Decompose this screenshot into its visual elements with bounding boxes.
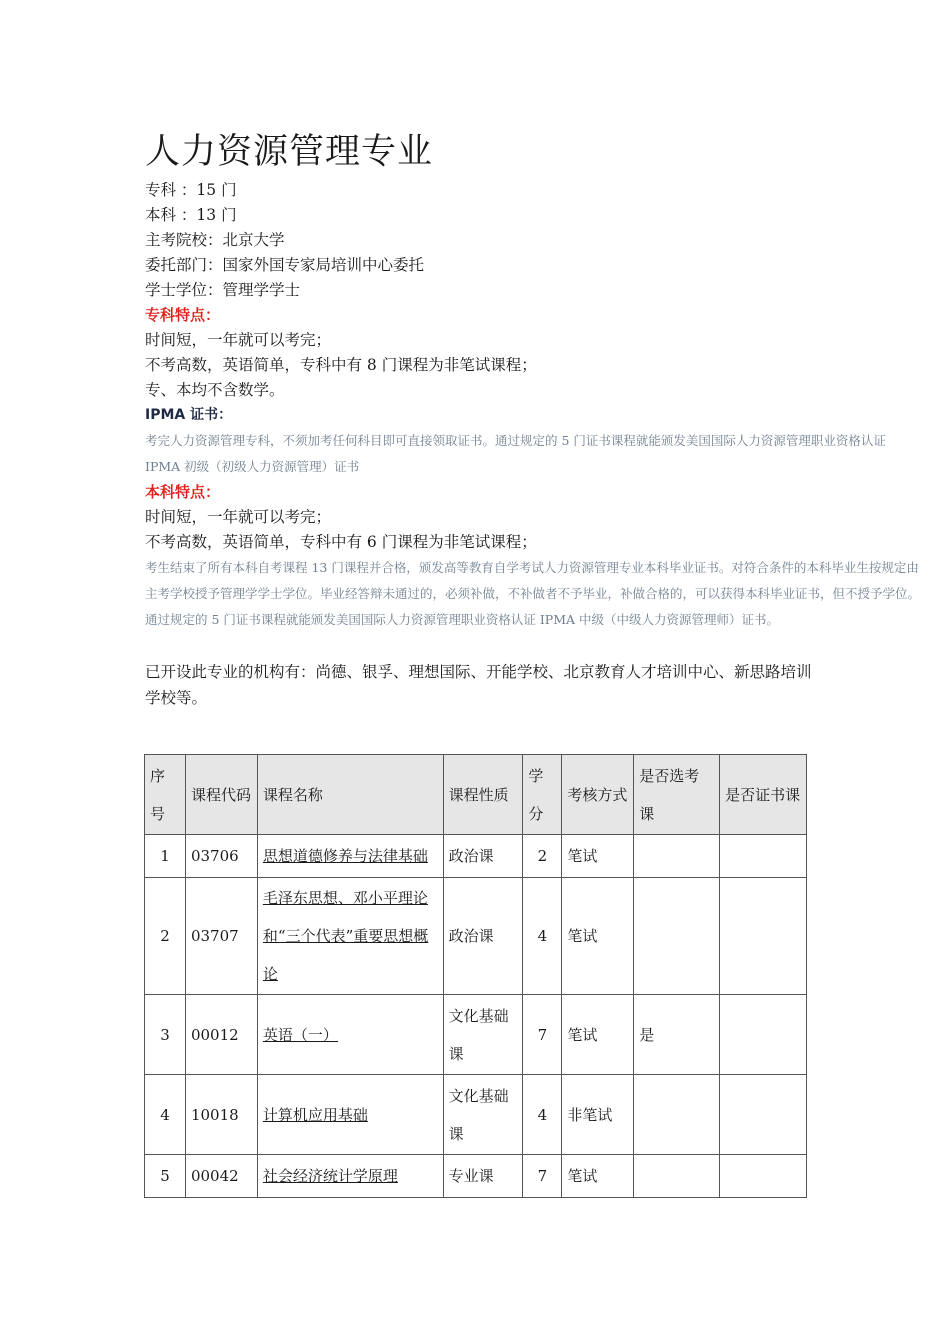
cell-elective xyxy=(634,835,720,878)
cell-elective xyxy=(634,1155,720,1198)
cell-code: 03706 xyxy=(185,835,257,878)
course-table xyxy=(144,754,807,1198)
benke-text: 考生结束了所有本科自考课程 13 门课程并合格，颁发高等教育自学考试人力资源管理专业本科毕业证书。对符合条件的本科毕业生按规定由主考学校授予管理学学士学位。毕业经答辩未通过的，必须补做，不补做者不予毕业，补做合格的，可以获得本科毕业证书，但不授予学位。通过规定的 5 门证书课程就能颁发美国国际人力资源管理职业资格认证 IPMA 中级（中级人力资源管理师）证书。 xyxy=(145,560,921,627)
cell-credit: 4 xyxy=(523,1075,562,1155)
header-cell: 课程代码 xyxy=(185,755,257,835)
zhuanke-count: 专科 ：15 门 xyxy=(145,181,237,199)
benke-count: 本科 ：13 门 xyxy=(145,206,237,224)
cell-course-link[interactable] xyxy=(257,1075,443,1155)
cell-code: 03707 xyxy=(185,878,257,995)
cell-no: 5 xyxy=(145,1155,186,1198)
cell-exam: 非笔试 xyxy=(562,1075,634,1155)
cell-elective xyxy=(634,878,720,995)
ipma-heading: IPMA 证书： xyxy=(145,407,233,423)
degree: 学士学位：管理学学士 xyxy=(145,281,301,299)
institutions-text: 已开设此专业的机构有：尚德、银孚、理想国际、开能学校、北京教育人才培训中心、新思路培训学校等。 xyxy=(145,663,812,707)
cell-code: 10018 xyxy=(185,1075,257,1155)
header-cell: 是否证书课 xyxy=(720,755,807,835)
cell-exam: 笔试 xyxy=(562,1155,634,1198)
header-cell: 是否选考课 xyxy=(634,755,720,835)
cell-course-link[interactable] xyxy=(257,878,443,995)
course-name-link[interactable]: 英语（一） xyxy=(262,1025,338,1044)
cell-course-link[interactable] xyxy=(257,995,443,1075)
ipma-text: 考完人力资源管理专科，不须加考任何科目即可直接领取证书。通过规定的 5 门证书课程就能颁发美国国际人力资源管理职业资格认证 IPMA 初级（初级人力资源管理）证书 xyxy=(145,433,886,474)
header-cell: 课程名称 xyxy=(257,755,443,835)
document-body xyxy=(145,128,925,711)
table-row xyxy=(145,995,807,1075)
zhuanke-heading: 专科特点： xyxy=(145,306,221,324)
entrust-dept: 委托部门：国家外国专家局培训中心委托 xyxy=(145,256,425,274)
exam-school: 主考院校：北京大学 xyxy=(145,231,285,249)
cell-no: 4 xyxy=(145,1075,186,1155)
cell-cert xyxy=(720,995,807,1075)
cell-no: 3 xyxy=(145,995,186,1075)
header-cell: 课程性质 xyxy=(443,755,523,835)
zhuanke-line: 不考高数，英语简单，专科中有 8 门课程为非笔试课程； xyxy=(145,356,537,374)
table-row xyxy=(145,835,807,878)
course-name-link[interactable]: 毛泽东思想、邓小平理论和“三个代表”重要思想概论 xyxy=(262,889,429,983)
cell-course-link[interactable] xyxy=(257,835,443,878)
cell-type: 文化基础课 xyxy=(443,1075,523,1155)
zhuanke-line: 专、本均不含数学。 xyxy=(145,381,285,399)
benke-line: 时间短，一年就可以考完； xyxy=(145,508,332,526)
course-name-link[interactable]: 思想道德修养与法律基础 xyxy=(262,847,428,865)
cell-credit: 7 xyxy=(523,1155,562,1198)
cell-no: 2 xyxy=(145,878,186,995)
zhuanke-line: 时间短，一年就可以考完； xyxy=(145,331,332,349)
course-name-link[interactable]: 计算机应用基础 xyxy=(262,1105,368,1124)
table-row xyxy=(145,878,807,995)
benke-heading: 本科特点： xyxy=(145,483,221,501)
header-cell: 序号 xyxy=(145,755,186,835)
cell-credit: 4 xyxy=(523,878,562,995)
cell-type: 政治课 xyxy=(443,878,523,995)
header-cell: 学分 xyxy=(523,755,562,835)
cell-credit: 2 xyxy=(523,835,562,878)
page-title: 人力资源管理专业 xyxy=(145,132,434,172)
benke-line: 不考高数，英语简单，专科中有 6 门课程为非笔试课程； xyxy=(145,533,537,551)
cell-elective xyxy=(634,1075,720,1155)
cell-elective: 是 xyxy=(634,995,720,1075)
cell-code: 00042 xyxy=(185,1155,257,1198)
cell-no: 1 xyxy=(145,835,186,878)
cell-exam: 笔试 xyxy=(562,995,634,1075)
cell-code: 00012 xyxy=(185,995,257,1075)
table-header-row xyxy=(145,755,807,835)
cell-type: 专业课 xyxy=(443,1155,523,1198)
course-name-link[interactable]: 社会经济统计学原理 xyxy=(262,1167,398,1185)
cell-course-link[interactable] xyxy=(257,1155,443,1198)
cell-cert xyxy=(720,1155,807,1198)
cell-type: 文化基础课 xyxy=(443,995,523,1075)
table-row xyxy=(145,1155,807,1198)
table-row xyxy=(145,1075,807,1155)
cell-cert xyxy=(720,878,807,995)
cell-cert xyxy=(720,835,807,878)
cell-exam: 笔试 xyxy=(562,835,634,878)
cell-type: 政治课 xyxy=(443,835,523,878)
cell-credit: 7 xyxy=(523,995,562,1075)
header-cell: 考核方式 xyxy=(562,755,634,835)
cell-cert xyxy=(720,1075,807,1155)
cell-exam: 笔试 xyxy=(562,878,634,995)
